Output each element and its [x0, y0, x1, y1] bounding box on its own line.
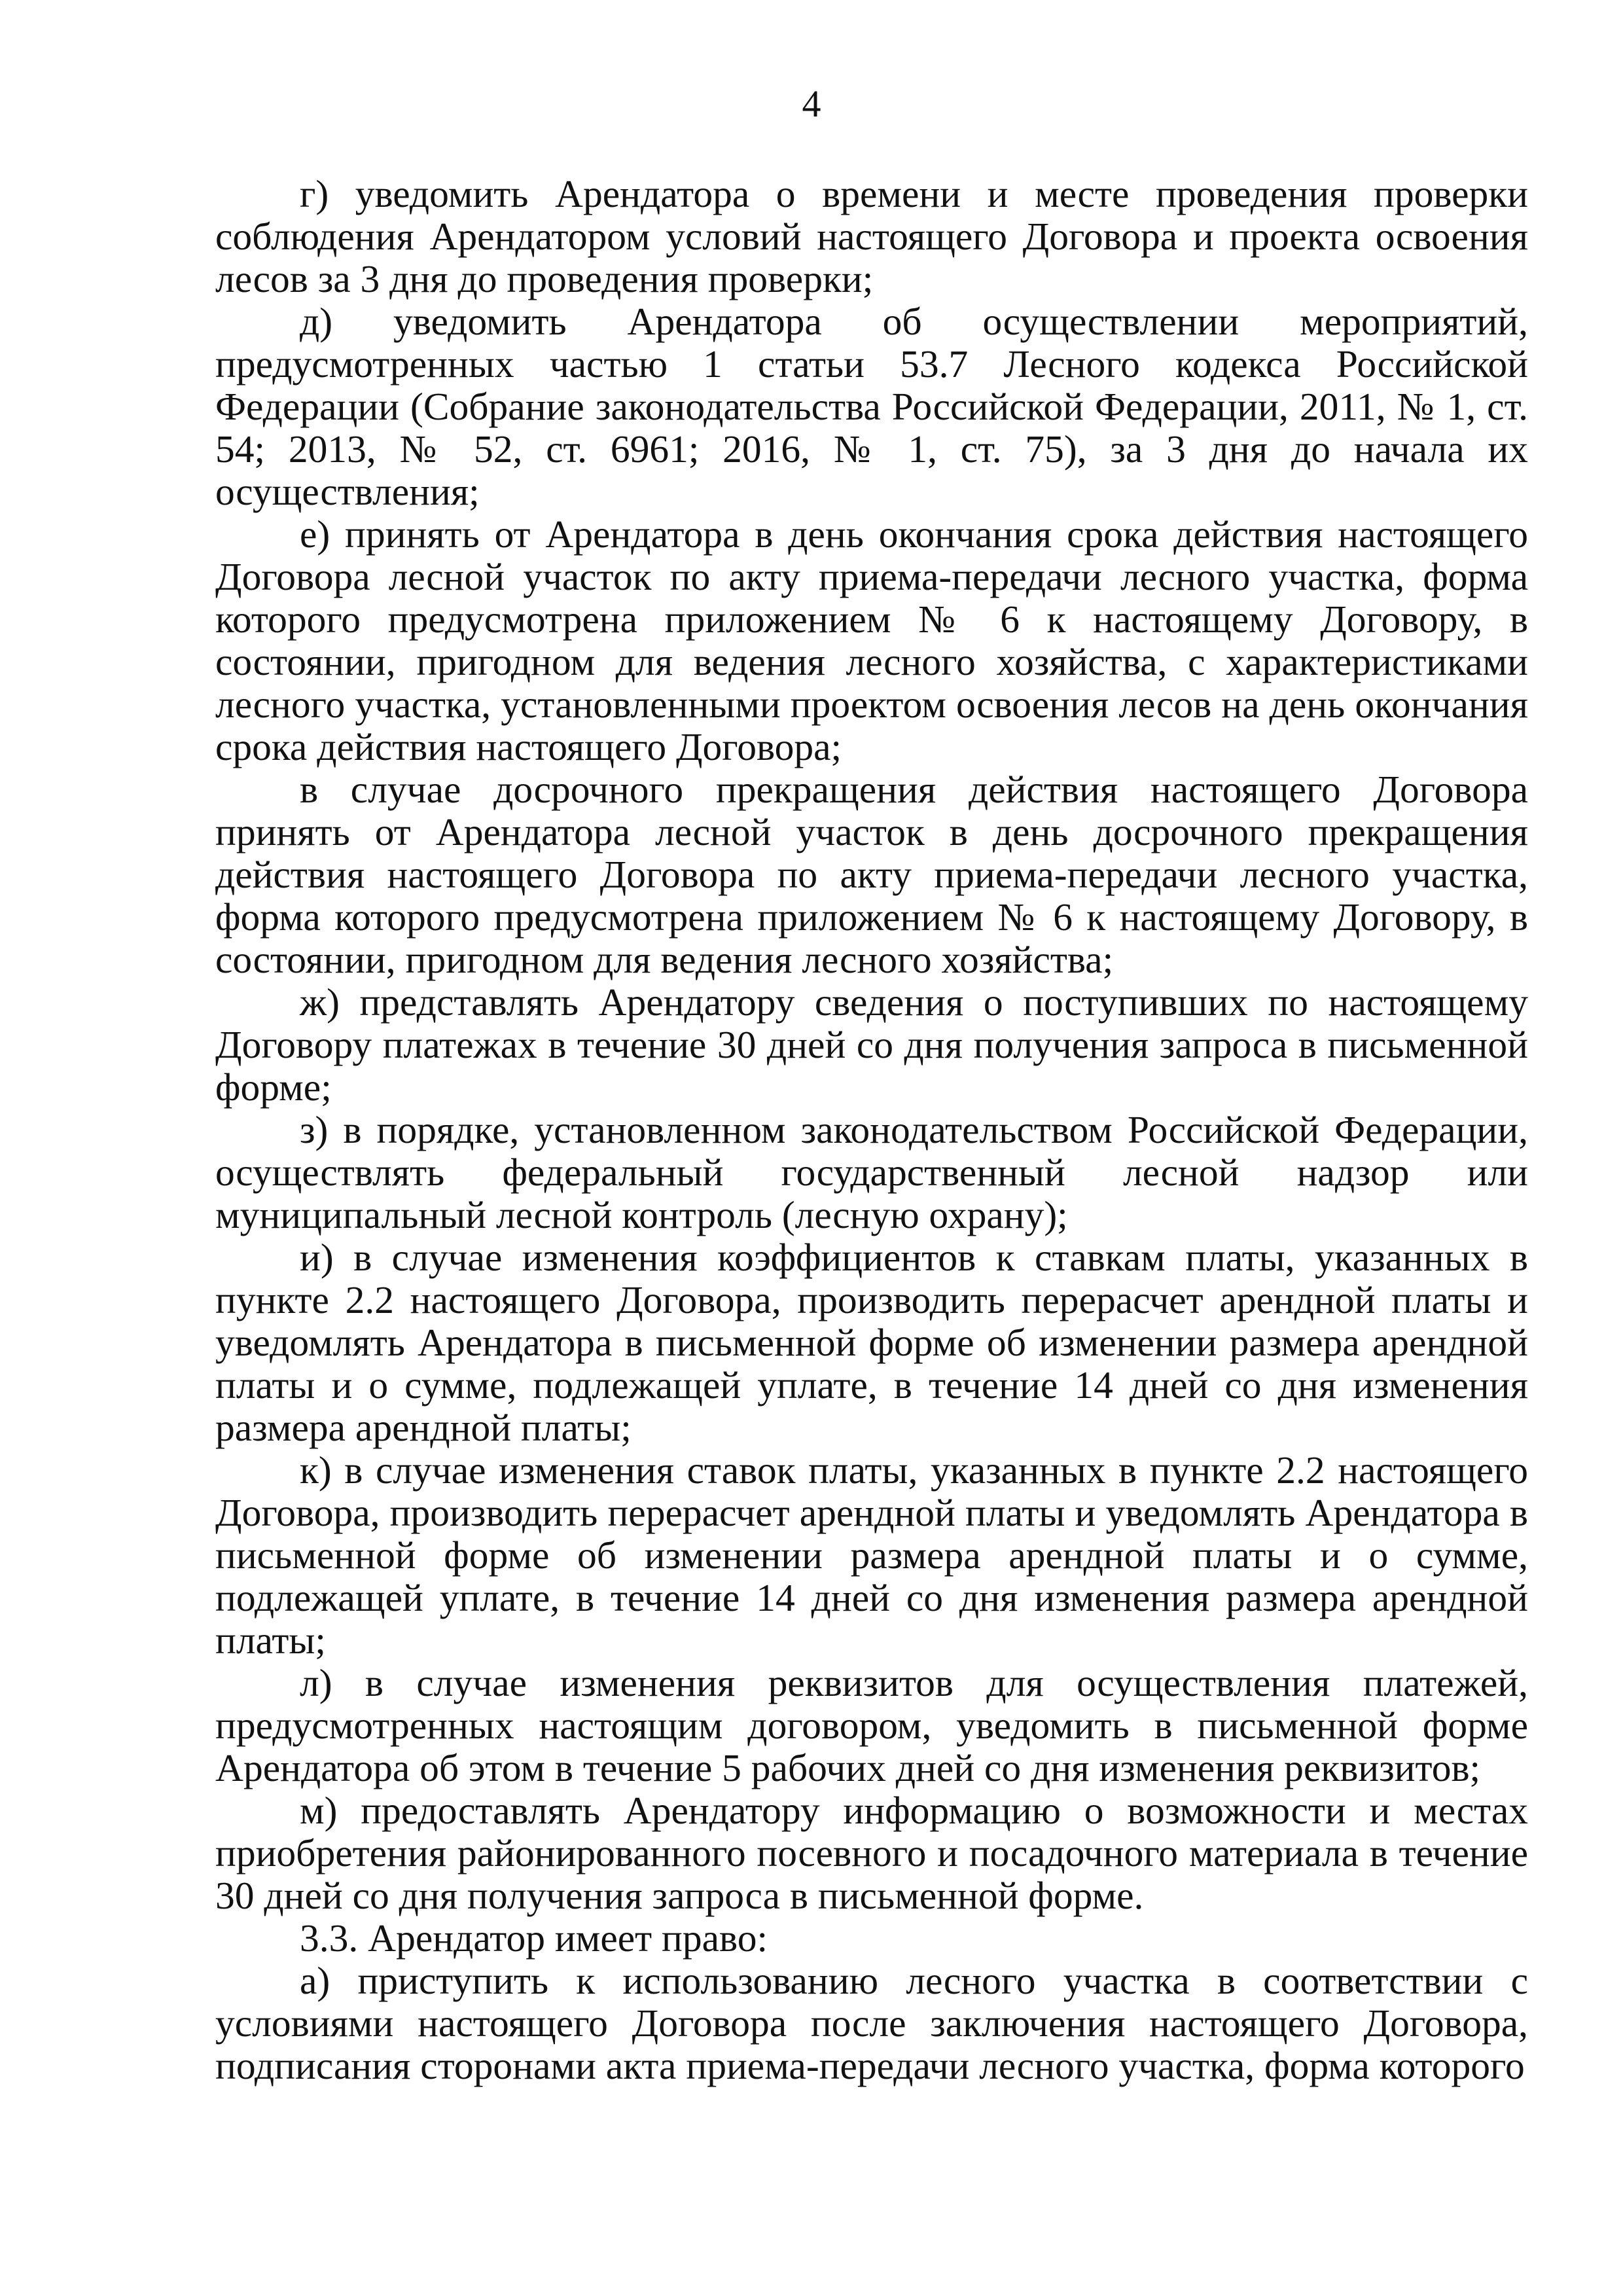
section-heading-3-3: 3.3. Арендатор имеет право: [300, 1916, 768, 1960]
paragraph-k: к) в случае изменения ставок платы, указанных в пункте 2.2 настоящего Договора, производить перерасчет арендной платы и уведомлять Арендатора в письменной форме об изменении размера арендной платы и о сумме, подлежащей уплате, в течение 14 дней со дня изменения размера арендной платы; [215, 1448, 1528, 1662]
paragraph-d: д) уведомить Арендатора об осуществлении мероприятий, предусмотренных частью 1 статьи 53.7 Лесного кодекса Российской Федерации (Собрание законодательства Российской Федерации, 2011, № 1, ст. 54; 2013, № 52, ст. 6961; 2016, № 1, ст. 75), за 3 дня до начала их осуществления; [215, 300, 1528, 513]
document-body [215, 173, 1528, 2087]
paragraph-zh: ж) представлять Арендатору сведения о поступивших по настоящему Договору платежах в течение 30 дней со дня получения запроса в письменной форме; [215, 980, 1528, 1109]
paragraph-i: и) в случае изменения коэффициентов к ставкам платы, указанных в пункте 2.2 настоящего Договора, производить перерасчет арендной платы и уведомлять Арендатора в письменной форме об изменении размера арендной платы и о сумме, подлежащей уплате, в течение 14 дней со дня изменения размера арендной платы; [215, 1236, 1528, 1449]
paragraph-g: г) уведомить Арендатора о времени и месте проведения проверки соблюдения Арендатором условий настоящего Договора и проекта освоения лесов за 3 дня до проведения проверки; [215, 172, 1528, 300]
paragraph-l: л) в случае изменения реквизитов для осуществления платежей, предусмотренных настоящим договором, уведомить в письменной форме Арендатора об этом в течение 5 рабочих дней со дня изменения реквизитов; [215, 1661, 1528, 1789]
paragraph-early-termination: в случае досрочного прекращения действия настоящего Договора принять от Арендатора лесной участок в день досрочного прекращения действия настоящего Договора по акту приема-передачи лесного участка, форма которого предусмотрена приложением № 6 к настоящему Договору, в состоянии, пригодном для ведения лесного хозяйства; [215, 768, 1528, 981]
page-number: 4 [802, 82, 821, 125]
paragraph-a: а) приступить к использованию лесного участка в соответствии с условиями настоящего Договора после заключения настоящего Договора, подписания сторонами акта приема-передачи лесного участка, форма которого [215, 1959, 1528, 2087]
paragraph-m: м) предоставлять Арендатору информацию о возможности и местах приобретения районированного посевного и посадочного материала в течение 30 дней со дня получения запроса в письменной форме. [215, 1789, 1528, 1917]
paragraph-e: е) принять от Арендатора в день окончания срока действия настоящего Договора лесной участок по акту приема-передачи лесного участка, форма которого предусмотрена приложением № 6 к настоящему Договору, в состоянии, пригодном для ведения лесного хозяйства, с характеристиками лесного участка, установленными проектом освоения лесов на день окончания срока действия настоящего Договора; [215, 512, 1528, 768]
paragraph-z: з) в порядке, установленном законодательством Российской Федерации, осуществлять федеральный государственный лесной надзор или муниципальный лесной контроль (лесную охрану); [215, 1108, 1528, 1236]
